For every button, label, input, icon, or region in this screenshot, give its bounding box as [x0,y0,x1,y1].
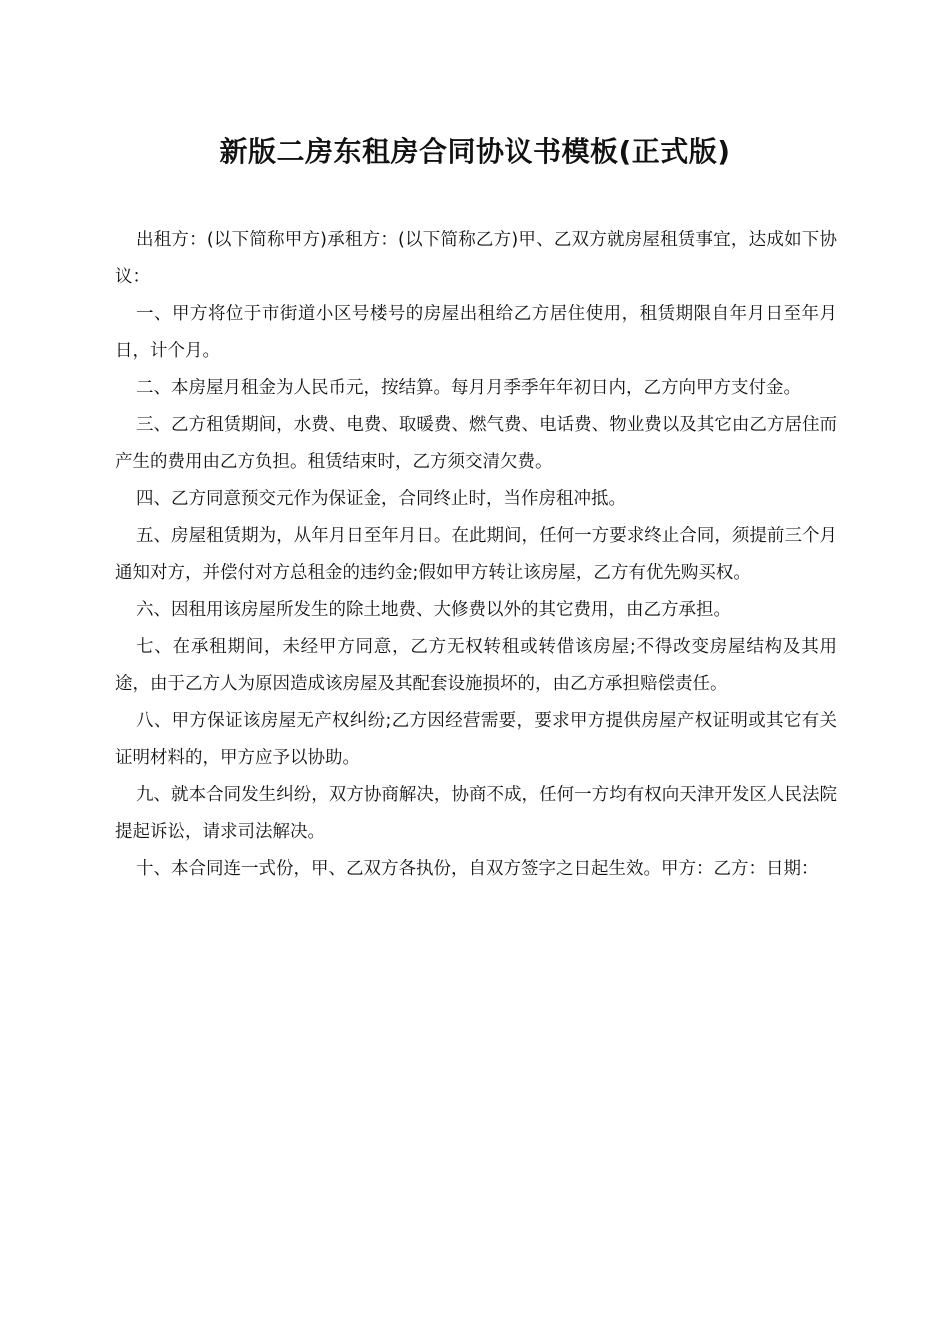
paragraph-clause-4: 四、乙方同意预交元作为保证金，合同终止时，当作房租冲抵。 [136,489,626,509]
paragraph-clause-1: 一、甲方将位于市街道小区号楼号的房屋出租给乙方居住使用，租赁期限自年月日至年月日，计个月。 [115,304,837,361]
paragraph-clause-10-signature: 十、本合同连一式份，甲、乙双方各执份，自双方签字之日起生效。甲方：乙方：日期： [136,859,819,879]
paragraph-clause-8: 八、甲方保证该房屋无产权纠纷;乙方因经营需要，要求甲方提供房屋产权证明或其它有关证明材料的，甲方应予以协助。 [115,711,837,768]
paragraph-clause-3: 三、乙方租赁期间，水费、电费、取暖费、燃气费、电话费、物业费以及其它由乙方居住而产生的费用由乙方负担。租赁结束时，乙方须交清欠费。 [115,415,837,472]
paragraph-clause-9: 九、就本合同发生纠纷，双方协商解决，协商不成，任何一方均有权向天津开发区人民法院提起诉讼，请求司法解决。 [115,785,837,842]
paragraph-clause-5: 五、房屋租赁期为，从年月日至年月日。在此期间，任何一方要求终止合同，须提前三个月通知对方，并偿付对方总租金的违约金;假如甲方转让该房屋，乙方有优先购买权。 [115,526,837,583]
paragraph-parties: 出租方：(以下简称甲方)承租方：(以下简称乙方)甲、乙双方就房屋租赁事宜，达成如下协议： [115,230,837,287]
document-title: 新版二房东租房合同协议书模板(正式版) [219,135,731,168]
document-body [115,222,837,888]
paragraph-clause-6: 六、因租用该房屋所发生的除土地费、大修费以外的其它费用，由乙方承担。 [136,600,731,620]
paragraph-clause-2: 二、本房屋月租金为人民币元，按结算。每月月季季年年初日内，乙方向甲方支付金。 [136,378,801,398]
paragraph-clause-7: 七、在承租期间，未经甲方同意，乙方无权转租或转借该房屋;不得改变房屋结构及其用途，由于乙方人为原因造成该房屋及其配套设施损坏的，由乙方承担赔偿责任。 [115,637,837,694]
